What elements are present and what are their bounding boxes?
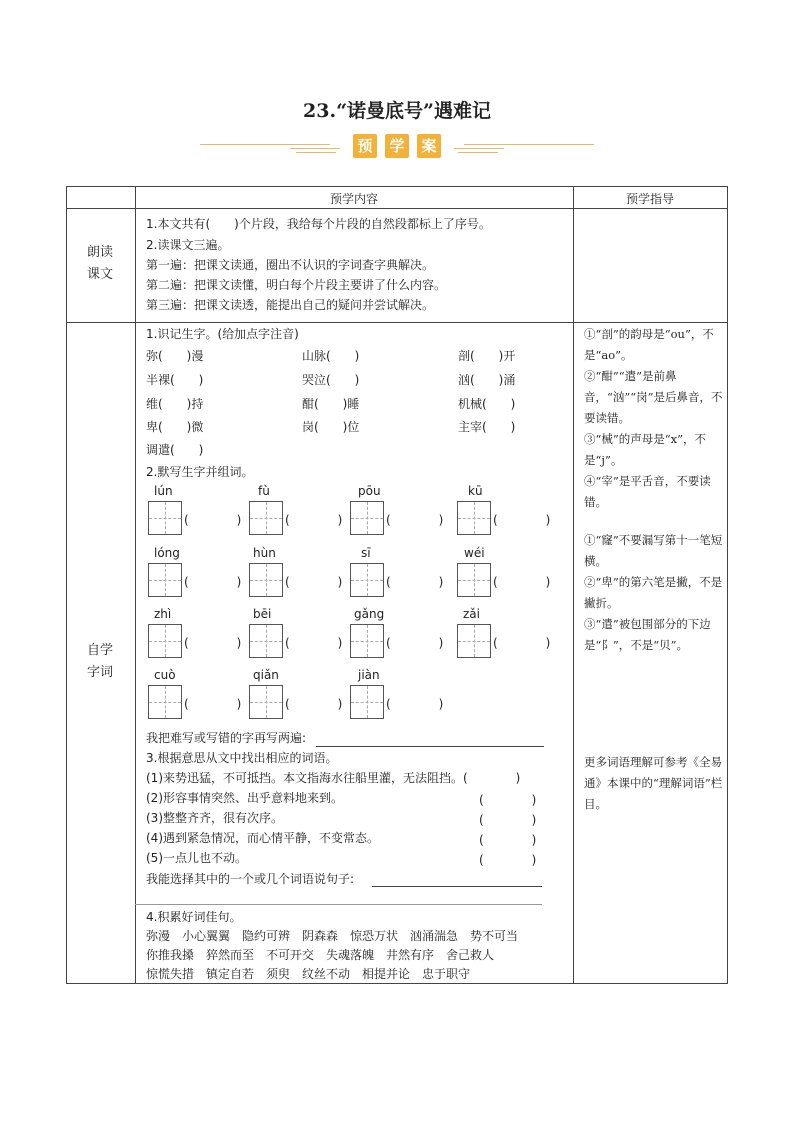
q3-item: (2)形容事情突然、出乎意料地来到。 xyxy=(146,791,343,805)
writing-box[interactable] xyxy=(148,624,182,658)
writing-box[interactable] xyxy=(249,563,283,597)
q3-title: 3.根据意思从文中找出相应的词语。 xyxy=(146,751,338,765)
answer-blank[interactable]: ( ) xyxy=(479,813,537,827)
word-blank[interactable]: ( ) xyxy=(184,513,242,527)
pinyin-label: fù xyxy=(258,484,270,498)
header-guide: 预学指导 xyxy=(625,192,674,206)
answer-blank[interactable]: ( ) xyxy=(479,833,537,847)
writing-box[interactable] xyxy=(457,501,491,535)
pinyin-label: sī xyxy=(361,546,371,560)
banner-chip-1: 预 xyxy=(353,134,377,158)
q1-word: 维( )持 xyxy=(146,397,204,411)
q1-word: 山脉( ) xyxy=(302,349,360,363)
word-blank[interactable]: ( ) xyxy=(386,636,444,650)
rewrite-prompt: 我把难写或写错的字再写两遍: xyxy=(146,731,307,745)
word-blank[interactable]: ( ) xyxy=(285,575,343,589)
guide-note: ③“械”的声母是“x”，不是“j”。 xyxy=(584,432,707,467)
q4-line: 惊慌失措 镇定自若 须臾 纹丝不动 相提并论 忠于职守 xyxy=(146,967,471,981)
word-blank[interactable]: ( ) xyxy=(386,513,444,527)
writing-box[interactable] xyxy=(350,624,384,658)
pinyin-label: zǎi xyxy=(463,607,480,621)
answer-blank[interactable]: ( ) xyxy=(479,853,537,867)
word-blank[interactable]: ( ) xyxy=(285,697,343,711)
banner-chip-3: 案 xyxy=(417,134,441,158)
writing-box[interactable] xyxy=(350,563,384,597)
writing-box[interactable] xyxy=(148,501,182,535)
sentence-line[interactable] xyxy=(372,886,542,887)
pinyin-label: wéi xyxy=(464,546,485,560)
writing-box[interactable] xyxy=(249,624,283,658)
guide-note: ③“遣”被包围部分的下边是“⻖”，不是“贝”。 xyxy=(584,617,711,652)
q1-word: 机械( ) xyxy=(458,397,516,411)
row1-line: 第一遍：把课文读通，圈出不认识的字词查字典解决。 xyxy=(146,258,435,272)
q4-line: 你推我搡 猝然而至 不可开交 失魂落魄 井然有序 舍己救人 xyxy=(146,948,495,962)
q1-title: 1.识记生字。(给加点字注音) xyxy=(146,327,299,341)
q1-word: 剖( )开 xyxy=(458,349,516,363)
guide-note: ①“剖”的韵母是“ou”，不是“ao”。 xyxy=(584,327,714,362)
writing-box[interactable] xyxy=(457,563,491,597)
answer-blank[interactable]: ( ) xyxy=(479,793,537,807)
word-blank[interactable]: ( ) xyxy=(493,513,551,527)
pinyin-label: cuò xyxy=(154,668,176,682)
q1-word: 岗( )位 xyxy=(302,420,360,434)
q1-word: 汹( )涌 xyxy=(458,373,516,387)
rewrite-line[interactable] xyxy=(316,746,544,747)
pinyin-label: hùn xyxy=(253,546,276,560)
pinyin-label: bēi xyxy=(253,607,272,621)
q1-word: 调遣( ) xyxy=(146,443,204,457)
row1-line: 1.本文共有( )个片段，我给每个片段的自然段都标上了序号。 xyxy=(146,217,491,231)
pinyin-label: gǎng xyxy=(354,607,385,621)
pinyin-label: qiǎn xyxy=(253,668,279,682)
word-blank[interactable]: ( ) xyxy=(493,636,551,650)
sentence-prompt: 我能选择其中的一个或几个词语说句子: xyxy=(146,872,355,886)
writing-box[interactable] xyxy=(249,685,283,719)
q2-title: 2.默写生字并组词。 xyxy=(146,465,254,479)
q1-word: 酣( )睡 xyxy=(302,397,360,411)
word-blank[interactable]: ( ) xyxy=(285,513,343,527)
row1-label: 朗读 课文 xyxy=(86,245,113,282)
word-blank[interactable]: ( ) xyxy=(184,636,242,650)
pinyin-label: zhì xyxy=(154,607,172,621)
writing-box[interactable] xyxy=(350,685,384,719)
q1-word: 弥( )漫 xyxy=(146,349,204,363)
word-blank[interactable]: ( ) xyxy=(184,697,242,711)
q1-word: 主宰( ) xyxy=(458,420,516,434)
header-content: 预学内容 xyxy=(329,192,378,206)
guide-note: 更多词语理解可参考《全易通》本课中的“理解词语”栏目。 xyxy=(584,755,723,811)
row1-line: 2.读课文三遍。 xyxy=(146,238,230,252)
pinyin-label: jiàn xyxy=(358,668,380,682)
q3-item: (5)一点儿也不动。 xyxy=(146,851,247,865)
word-blank[interactable]: ( ) xyxy=(386,575,444,589)
writing-box[interactable] xyxy=(249,501,283,535)
word-blank[interactable]: ( ) xyxy=(386,697,444,711)
pinyin-label: lún xyxy=(154,484,173,498)
q3-item: (1)来势迅猛，不可抵挡。本文指海水往船里灌，无法阻挡。( ) xyxy=(146,771,521,785)
q1-word: 半裸( ) xyxy=(146,373,204,387)
q4-title: 4.积累好词佳句。 xyxy=(146,910,242,924)
row1-line: 第三遍：把课文读透，能提出自己的疑问并尝试解决。 xyxy=(146,298,435,312)
q4-line: 弥漫 小心翼翼 隐约可辨 阴森森 惊恐万状 汹涌湍急 势不可当 xyxy=(146,929,519,943)
q1-word: 哭泣( ) xyxy=(302,373,360,387)
q1-word: 卑( )微 xyxy=(146,420,204,434)
banner-chip-2: 学 xyxy=(385,134,409,158)
writing-box[interactable] xyxy=(350,501,384,535)
guide-note: ①“窿”不要漏写第十一笔短横。 xyxy=(584,533,723,568)
word-blank[interactable]: ( ) xyxy=(184,575,242,589)
writing-box[interactable] xyxy=(457,624,491,658)
pinyin-label: kū xyxy=(468,484,483,498)
pinyin-label: lóng xyxy=(154,546,180,560)
study-table xyxy=(66,186,728,984)
guide-note: ④“宰”是平舌音，不要读错。 xyxy=(584,474,711,509)
q3-item: (3)整整齐齐，很有次序。 xyxy=(146,811,283,825)
row2-label: 自学 字词 xyxy=(86,643,113,680)
pinyin-label: pōu xyxy=(358,484,381,498)
word-blank[interactable]: ( ) xyxy=(285,636,343,650)
row1-line: 第二遍：把课文读懂，明白每个片段主要讲了什么内容。 xyxy=(146,278,447,292)
writing-box[interactable] xyxy=(148,563,182,597)
word-blank[interactable]: ( ) xyxy=(493,575,551,589)
guide-note: ②“卑”的第六笔是撇，不是撇折。 xyxy=(584,575,723,610)
page-title: 23.“诺曼底号”遇难记 xyxy=(303,100,491,122)
guide-note: ②“酣”“遣”是前鼻音，“汹”“岗”是后鼻音，不要读错。 xyxy=(584,369,723,425)
q3-item: (4)遇到紧急情况，而心情平静，不变常态。 xyxy=(146,831,379,845)
writing-box[interactable] xyxy=(148,685,182,719)
section-banner xyxy=(200,134,594,160)
